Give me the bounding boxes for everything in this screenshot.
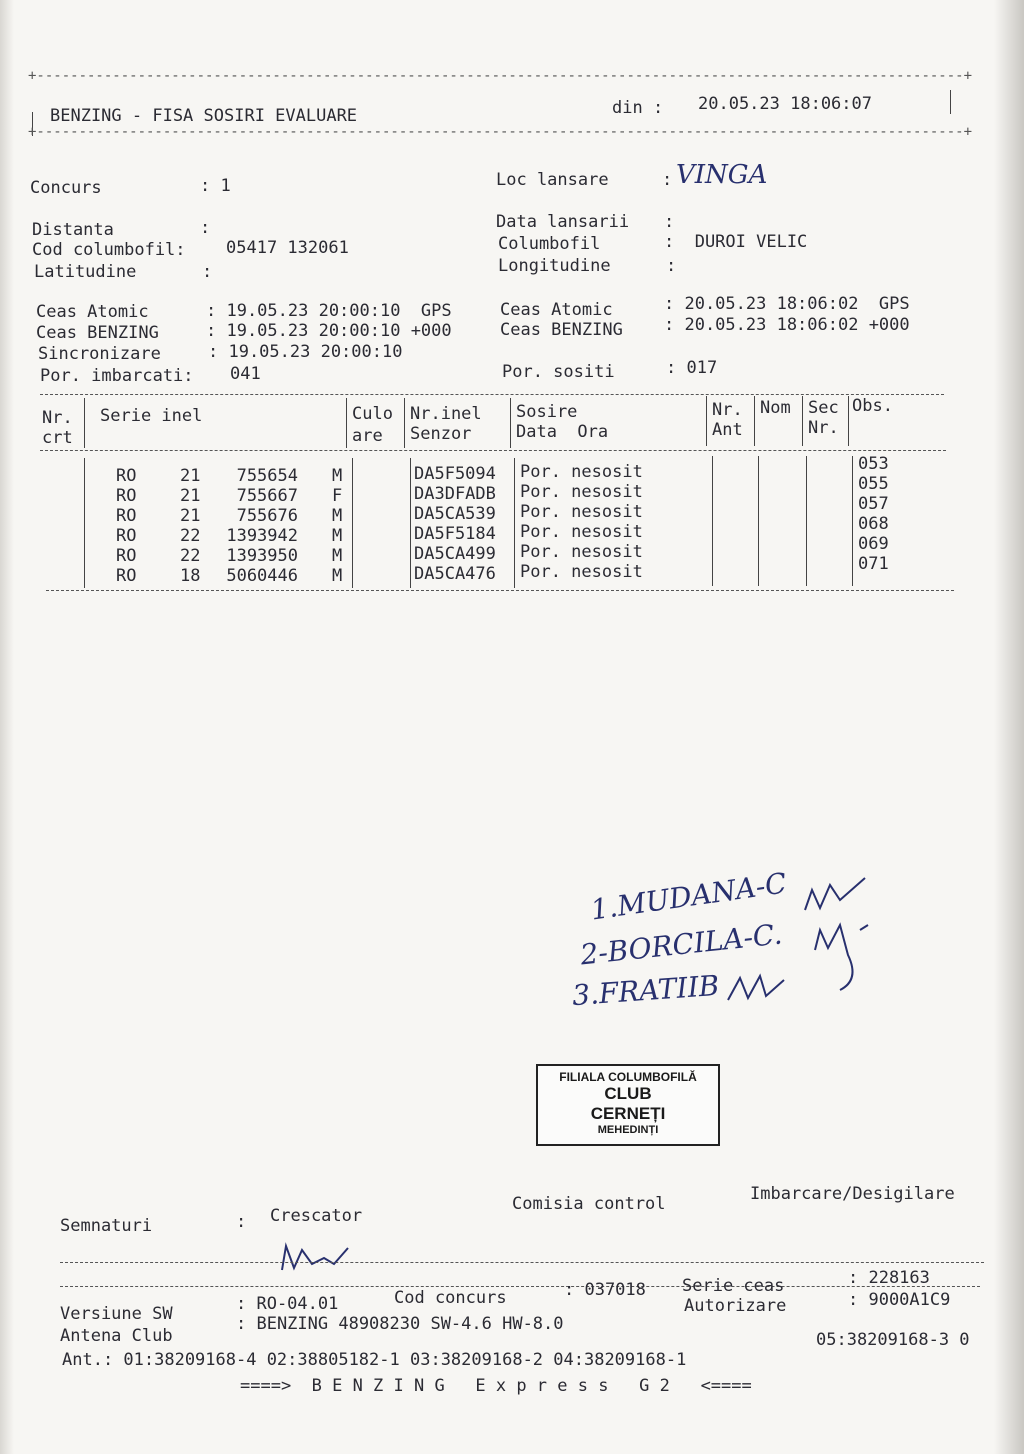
- din-label: din :: [612, 98, 664, 118]
- crescator-signature: [278, 1240, 358, 1280]
- ceas-atomic-end-label: Ceas Atomic: [500, 300, 613, 320]
- distanta-label: Distanta: [32, 220, 114, 240]
- row-year: 22: [180, 526, 201, 546]
- columbofil-label: Columbofil: [498, 234, 601, 254]
- th-nr-crt-1: Nr.: [42, 408, 73, 428]
- loc-lansare-sep: :: [662, 170, 673, 190]
- th-serie-inel: Serie inel: [100, 406, 203, 426]
- ceas-benzing-start-value: : 19.05.23 20:00:10 +000: [206, 321, 452, 341]
- imbarcare-desigilare-label: Imbarcare/Desigilare: [750, 1184, 955, 1204]
- stamp-line-1: FILIALA COLUMBOFILĂ: [559, 1070, 697, 1084]
- col-sep-7-body: [806, 456, 807, 586]
- handwritten-line-1: 1.MUDANA-C: [588, 866, 789, 927]
- data-lansarii-value: :: [664, 212, 675, 232]
- th-nr-inel-2: Senzor: [410, 424, 472, 444]
- th-culoare-2: are: [352, 426, 383, 446]
- col-sep-1-body: [84, 458, 85, 588]
- row-sex: F: [332, 486, 343, 506]
- col-sep-3-body: [410, 458, 411, 588]
- sincronizare-value: : 19.05.23 20:00:10: [208, 342, 403, 362]
- club-stamp: [536, 1064, 720, 1146]
- handwritten-line-2: 2-BORCILA-C.: [578, 917, 784, 972]
- row-sex: M: [332, 566, 343, 586]
- row-sensor: DA5CA539: [414, 504, 496, 524]
- imbarcati-label: Por. imbarcati:: [40, 366, 194, 386]
- row-year: 21: [180, 486, 201, 506]
- row-sensor: DA5F5184: [414, 524, 496, 544]
- header-datetime: 20.05.23 18:06:07: [698, 94, 872, 114]
- table-top-border: [40, 394, 944, 395]
- sositi-value: : 017: [666, 358, 718, 378]
- footer-divider-2: [60, 1286, 980, 1287]
- cod-columbofil-value: 05417 132061: [226, 238, 349, 258]
- sositi-label: Por. sositi: [502, 362, 615, 382]
- semnaturi-sep: :: [236, 1212, 247, 1232]
- loc-lansare-label: Loc lansare: [496, 170, 609, 190]
- row-year: 18: [180, 566, 201, 586]
- loc-lansare-handwritten: VINGA: [676, 160, 768, 190]
- ceas-atomic-start-label: Ceas Atomic: [36, 302, 149, 322]
- row-country: RO: [116, 566, 137, 586]
- col-sep-6-head: [754, 396, 755, 446]
- row-country: RO: [116, 486, 137, 506]
- imbarcati-value: 041: [230, 364, 261, 384]
- table-header-separator: [40, 450, 946, 451]
- col-sep-3-head: [404, 398, 405, 448]
- serie-ceas-value: : 228163: [848, 1268, 930, 1288]
- th-nr-crt-2: crt: [42, 428, 73, 448]
- ceas-benzing-end-value: : 20.05.23 18:06:02 +000: [664, 315, 910, 335]
- header-right-edge: [950, 90, 951, 114]
- stamp-line-3: CERNEȚI: [590, 1104, 666, 1123]
- col-sep-2-body: [352, 458, 353, 588]
- th-nr-inel-1: Nr.inel: [410, 404, 482, 424]
- ceas-atomic-start-value: : 19.05.23 20:00:10 GPS: [206, 301, 452, 321]
- row-sensor: DA5CA476: [414, 564, 496, 584]
- th-nom: Nom: [760, 398, 791, 418]
- th-sec-1: Sec: [808, 398, 839, 418]
- th-sec-2: Nr.: [808, 418, 839, 438]
- row-status: Por. nesosit: [520, 562, 643, 582]
- benzing-brand-line: ====> B E N Z I N G E x p r e s s G 2 <====: [240, 1376, 752, 1396]
- row-status: Por. nesosit: [520, 462, 643, 482]
- col-sep-7-head: [802, 396, 803, 446]
- longitudine-label: Longitudine: [498, 256, 611, 276]
- row-ring-number: 755667: [236, 486, 298, 506]
- antena-club-label: Antena Club: [60, 1326, 173, 1346]
- th-sosire-2: Data Ora: [516, 422, 609, 442]
- row-obs: 069: [858, 534, 889, 554]
- latitudine-label: Latitudine: [34, 262, 137, 282]
- row-obs: 053: [858, 454, 889, 474]
- antena-club-value: : BENZING 48908230 SW-4.6 HW-8.0: [236, 1314, 564, 1334]
- col-sep-2-head: [346, 398, 347, 448]
- row-country: RO: [116, 506, 137, 526]
- th-obs: Obs.: [852, 396, 893, 416]
- col-sep-1-head: [84, 398, 85, 448]
- document-title: BENZING - FISA SOSIRI EVALUARE: [50, 106, 358, 126]
- concurs-label: Concurs: [30, 178, 102, 198]
- th-nr-ant-2: Ant: [712, 420, 743, 440]
- row-status: Por. nesosit: [520, 522, 643, 542]
- stamp-line-4: MEHEDINȚI: [597, 1124, 659, 1136]
- ceas-benzing-end-label: Ceas BENZING: [500, 320, 623, 340]
- row-obs: 068: [858, 514, 889, 534]
- row-obs: 071: [858, 554, 889, 574]
- row-year: 21: [180, 506, 201, 526]
- header-bottom-border: +--------------------------------------------------------------------------------------------------------------+: [28, 124, 973, 140]
- cod-concurs-label: Cod concurs: [394, 1288, 507, 1308]
- row-sensor: DA5F5094: [414, 464, 496, 484]
- col-sep-5-body: [712, 456, 713, 586]
- row-ring-number: 5060446: [226, 566, 298, 586]
- row-status: Por. nesosit: [520, 482, 643, 502]
- handwritten-initials-2: [726, 970, 796, 1010]
- row-sex: M: [332, 466, 343, 486]
- versiune-sw-label: Versiune SW: [60, 1304, 173, 1324]
- th-culoare-1: Culo: [352, 404, 393, 424]
- row-sensor: DA5CA499: [414, 544, 496, 564]
- autorizare-label: Autorizare: [684, 1296, 787, 1316]
- col-sep-8-body: [852, 456, 853, 586]
- ceas-benzing-start-label: Ceas BENZING: [36, 323, 159, 343]
- row-ring-number: 1393942: [226, 526, 298, 546]
- columbofil-value: : DUROI VELIC: [664, 232, 808, 252]
- row-year: 22: [180, 546, 201, 566]
- row-ring-number: 1393950: [226, 546, 298, 566]
- stamp-line-2: CLUB: [604, 1084, 652, 1103]
- crescator-label: Crescator: [270, 1206, 363, 1226]
- row-status: Por. nesosit: [520, 502, 643, 522]
- handwritten-line-3: 3.FRATIIB: [571, 968, 721, 1013]
- longitudine-value: :: [666, 256, 677, 276]
- row-sex: M: [332, 526, 343, 546]
- versiune-sw-value: : RO-04.01: [236, 1294, 339, 1314]
- antenna-list: Ant.: 01:38209168-4 02:38805182-1 03:38209168-2 04:38209168-1: [62, 1350, 687, 1370]
- distanta-value: :: [200, 218, 211, 238]
- row-country: RO: [116, 546, 137, 566]
- concurs-value: : 1: [200, 176, 231, 196]
- col-sep-8-head: [848, 396, 849, 446]
- col-sep-4-body: [514, 458, 515, 588]
- antenna-list-continued: 05:38209168-3 0: [816, 1330, 970, 1350]
- col-sep-4-head: [510, 398, 511, 448]
- col-sep-5-head: [706, 396, 707, 446]
- row-ring-number: 755676: [236, 506, 298, 526]
- row-year: 21: [180, 466, 201, 486]
- sincronizare-label: Sincronizare: [38, 344, 161, 364]
- cod-concurs-value: : 037018: [564, 1280, 646, 1300]
- row-sex: M: [332, 506, 343, 526]
- cod-columbofil-label: Cod columbofil:: [32, 240, 186, 260]
- row-ring-number: 755654: [236, 466, 298, 486]
- page-edge-left: [0, 0, 14, 1454]
- semnaturi-label: Semnaturi: [60, 1216, 153, 1236]
- header-top-border: +--------------------------------------------------------------------------------------------------------------+: [28, 68, 973, 84]
- row-obs: 057: [858, 494, 889, 514]
- row-sex: M: [332, 546, 343, 566]
- data-lansarii-label: Data lansarii: [496, 212, 630, 232]
- table-bottom-border: [46, 590, 954, 591]
- row-obs: 055: [858, 474, 889, 494]
- row-country: RO: [116, 466, 137, 486]
- row-country: RO: [116, 526, 137, 546]
- handwritten-initials-1: [800, 870, 880, 1000]
- row-sensor: DA3DFADB: [414, 484, 496, 504]
- comisia-control-label: Comisia control: [512, 1194, 666, 1214]
- th-nr-ant-1: Nr.: [712, 400, 743, 420]
- serie-ceas-label: Serie ceas: [682, 1276, 785, 1296]
- footer-divider-1: [60, 1262, 984, 1263]
- ceas-atomic-end-value: : 20.05.23 18:06:02 GPS: [664, 294, 910, 314]
- page-edge-right: [994, 0, 1024, 1454]
- row-status: Por. nesosit: [520, 542, 643, 562]
- latitudine-value: :: [202, 262, 213, 282]
- th-sosire-1: Sosire: [516, 402, 578, 422]
- autorizare-value: : 9000A1C9: [848, 1290, 951, 1310]
- col-sep-6-body: [758, 456, 759, 586]
